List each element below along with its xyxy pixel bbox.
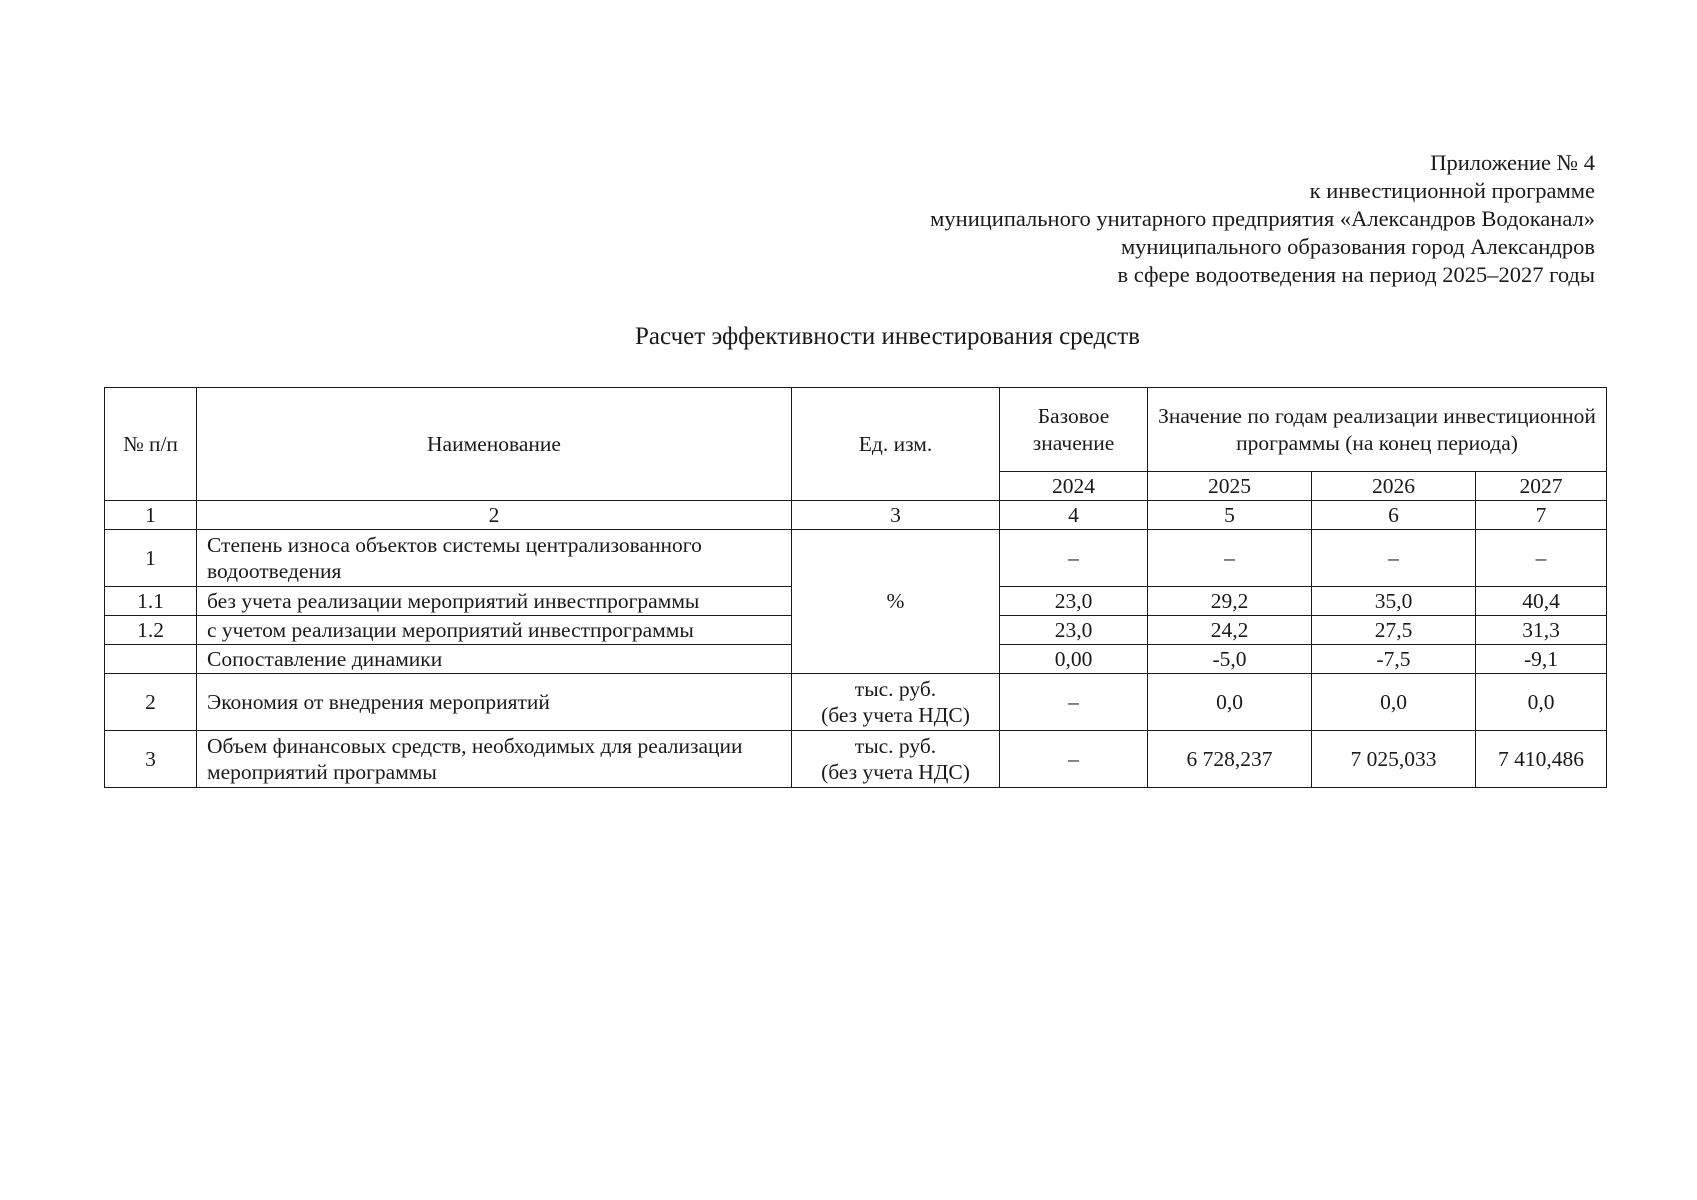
appendix-line: Приложение № 4 <box>1430 150 1595 175</box>
row-num: 1.1 <box>105 587 197 616</box>
unit-line: (без учета НДС) <box>821 703 970 727</box>
unit-line: тыс. руб. <box>854 734 937 758</box>
row-unit <box>792 674 1000 731</box>
row-value: 7 410,486 <box>1476 731 1607 788</box>
row-base: – <box>1000 530 1148 587</box>
row-base: 23,0 <box>1000 616 1148 645</box>
row-value: 29,2 <box>1148 587 1312 616</box>
unit-line: (без учета НДС) <box>821 760 970 784</box>
row-num: 2 <box>105 674 197 731</box>
row-value: 40,4 <box>1476 587 1607 616</box>
row-name: Сопоставление динамики <box>197 645 792 674</box>
row-value: – <box>1312 530 1476 587</box>
row-num <box>105 645 197 674</box>
row-value: -9,1 <box>1476 645 1607 674</box>
header-base: Базовое значение <box>1000 388 1148 472</box>
row-unit <box>792 731 1000 788</box>
header-year: 2027 <box>1476 472 1607 501</box>
row-unit: % <box>792 530 1000 674</box>
row-name: без учета реализации мероприятий инвестпрограммы <box>197 587 792 616</box>
table-row <box>105 530 1607 587</box>
row-value: 0,0 <box>1312 674 1476 731</box>
column-number: 5 <box>1148 501 1312 530</box>
row-name: Степень износа объектов системы централизованного водоотведения <box>197 530 792 587</box>
row-value: -5,0 <box>1148 645 1312 674</box>
table-row <box>105 731 1607 788</box>
row-name: Экономия от внедрения мероприятий <box>197 674 792 731</box>
row-value: 0,0 <box>1476 674 1607 731</box>
header-year: 2025 <box>1148 472 1312 501</box>
header-unit: Ед. изм. <box>792 388 1000 501</box>
row-base: 23,0 <box>1000 587 1148 616</box>
document-title: Расчет эффективности инвестирования средств <box>635 323 1140 350</box>
row-value: -7,5 <box>1312 645 1476 674</box>
row-value: 31,3 <box>1476 616 1607 645</box>
appendix-line: к инвестиционной программе <box>1309 178 1595 203</box>
header-year: 2026 <box>1312 472 1476 501</box>
row-num: 1 <box>105 530 197 587</box>
appendix-line: в сфере водоотведения на период 2025–2027 годы <box>1117 262 1595 287</box>
column-number: 7 <box>1476 501 1607 530</box>
row-num: 1.2 <box>105 616 197 645</box>
row-value: – <box>1476 530 1607 587</box>
header-name: Наименование <box>197 388 792 501</box>
column-number: 1 <box>105 501 197 530</box>
appendix-line: муниципального унитарного предприятия «Александров Водоканал» <box>930 206 1595 231</box>
column-number: 6 <box>1312 501 1476 530</box>
row-base: 0,00 <box>1000 645 1148 674</box>
row-name: Объем финансовых средств, необходимых для реализации мероприятий программы <box>197 731 792 788</box>
row-value: 24,2 <box>1148 616 1312 645</box>
row-value: 27,5 <box>1312 616 1476 645</box>
efficiency-table <box>104 387 1607 788</box>
row-value: – <box>1148 530 1312 587</box>
column-number: 2 <box>197 501 792 530</box>
row-name: с учетом реализации мероприятий инвестпрограммы <box>197 616 792 645</box>
row-value: 6 728,237 <box>1148 731 1312 788</box>
header-years-group: Значение по годам реализации инвестиционной программы (на конец периода) <box>1148 388 1607 472</box>
header-num: № п/п <box>105 388 197 501</box>
header-year-base: 2024 <box>1000 472 1148 501</box>
column-number-row <box>105 501 1607 530</box>
appendix-header <box>930 149 1595 289</box>
row-value: 35,0 <box>1312 587 1476 616</box>
row-value: 7 025,033 <box>1312 731 1476 788</box>
row-base: – <box>1000 731 1148 788</box>
row-base: – <box>1000 674 1148 731</box>
row-value: 0,0 <box>1148 674 1312 731</box>
row-num: 3 <box>105 731 197 788</box>
column-number: 4 <box>1000 501 1148 530</box>
column-number: 3 <box>792 501 1000 530</box>
unit-line: тыс. руб. <box>854 677 937 701</box>
table-row <box>105 674 1607 731</box>
appendix-line: муниципального образования город Александров <box>1120 234 1595 259</box>
